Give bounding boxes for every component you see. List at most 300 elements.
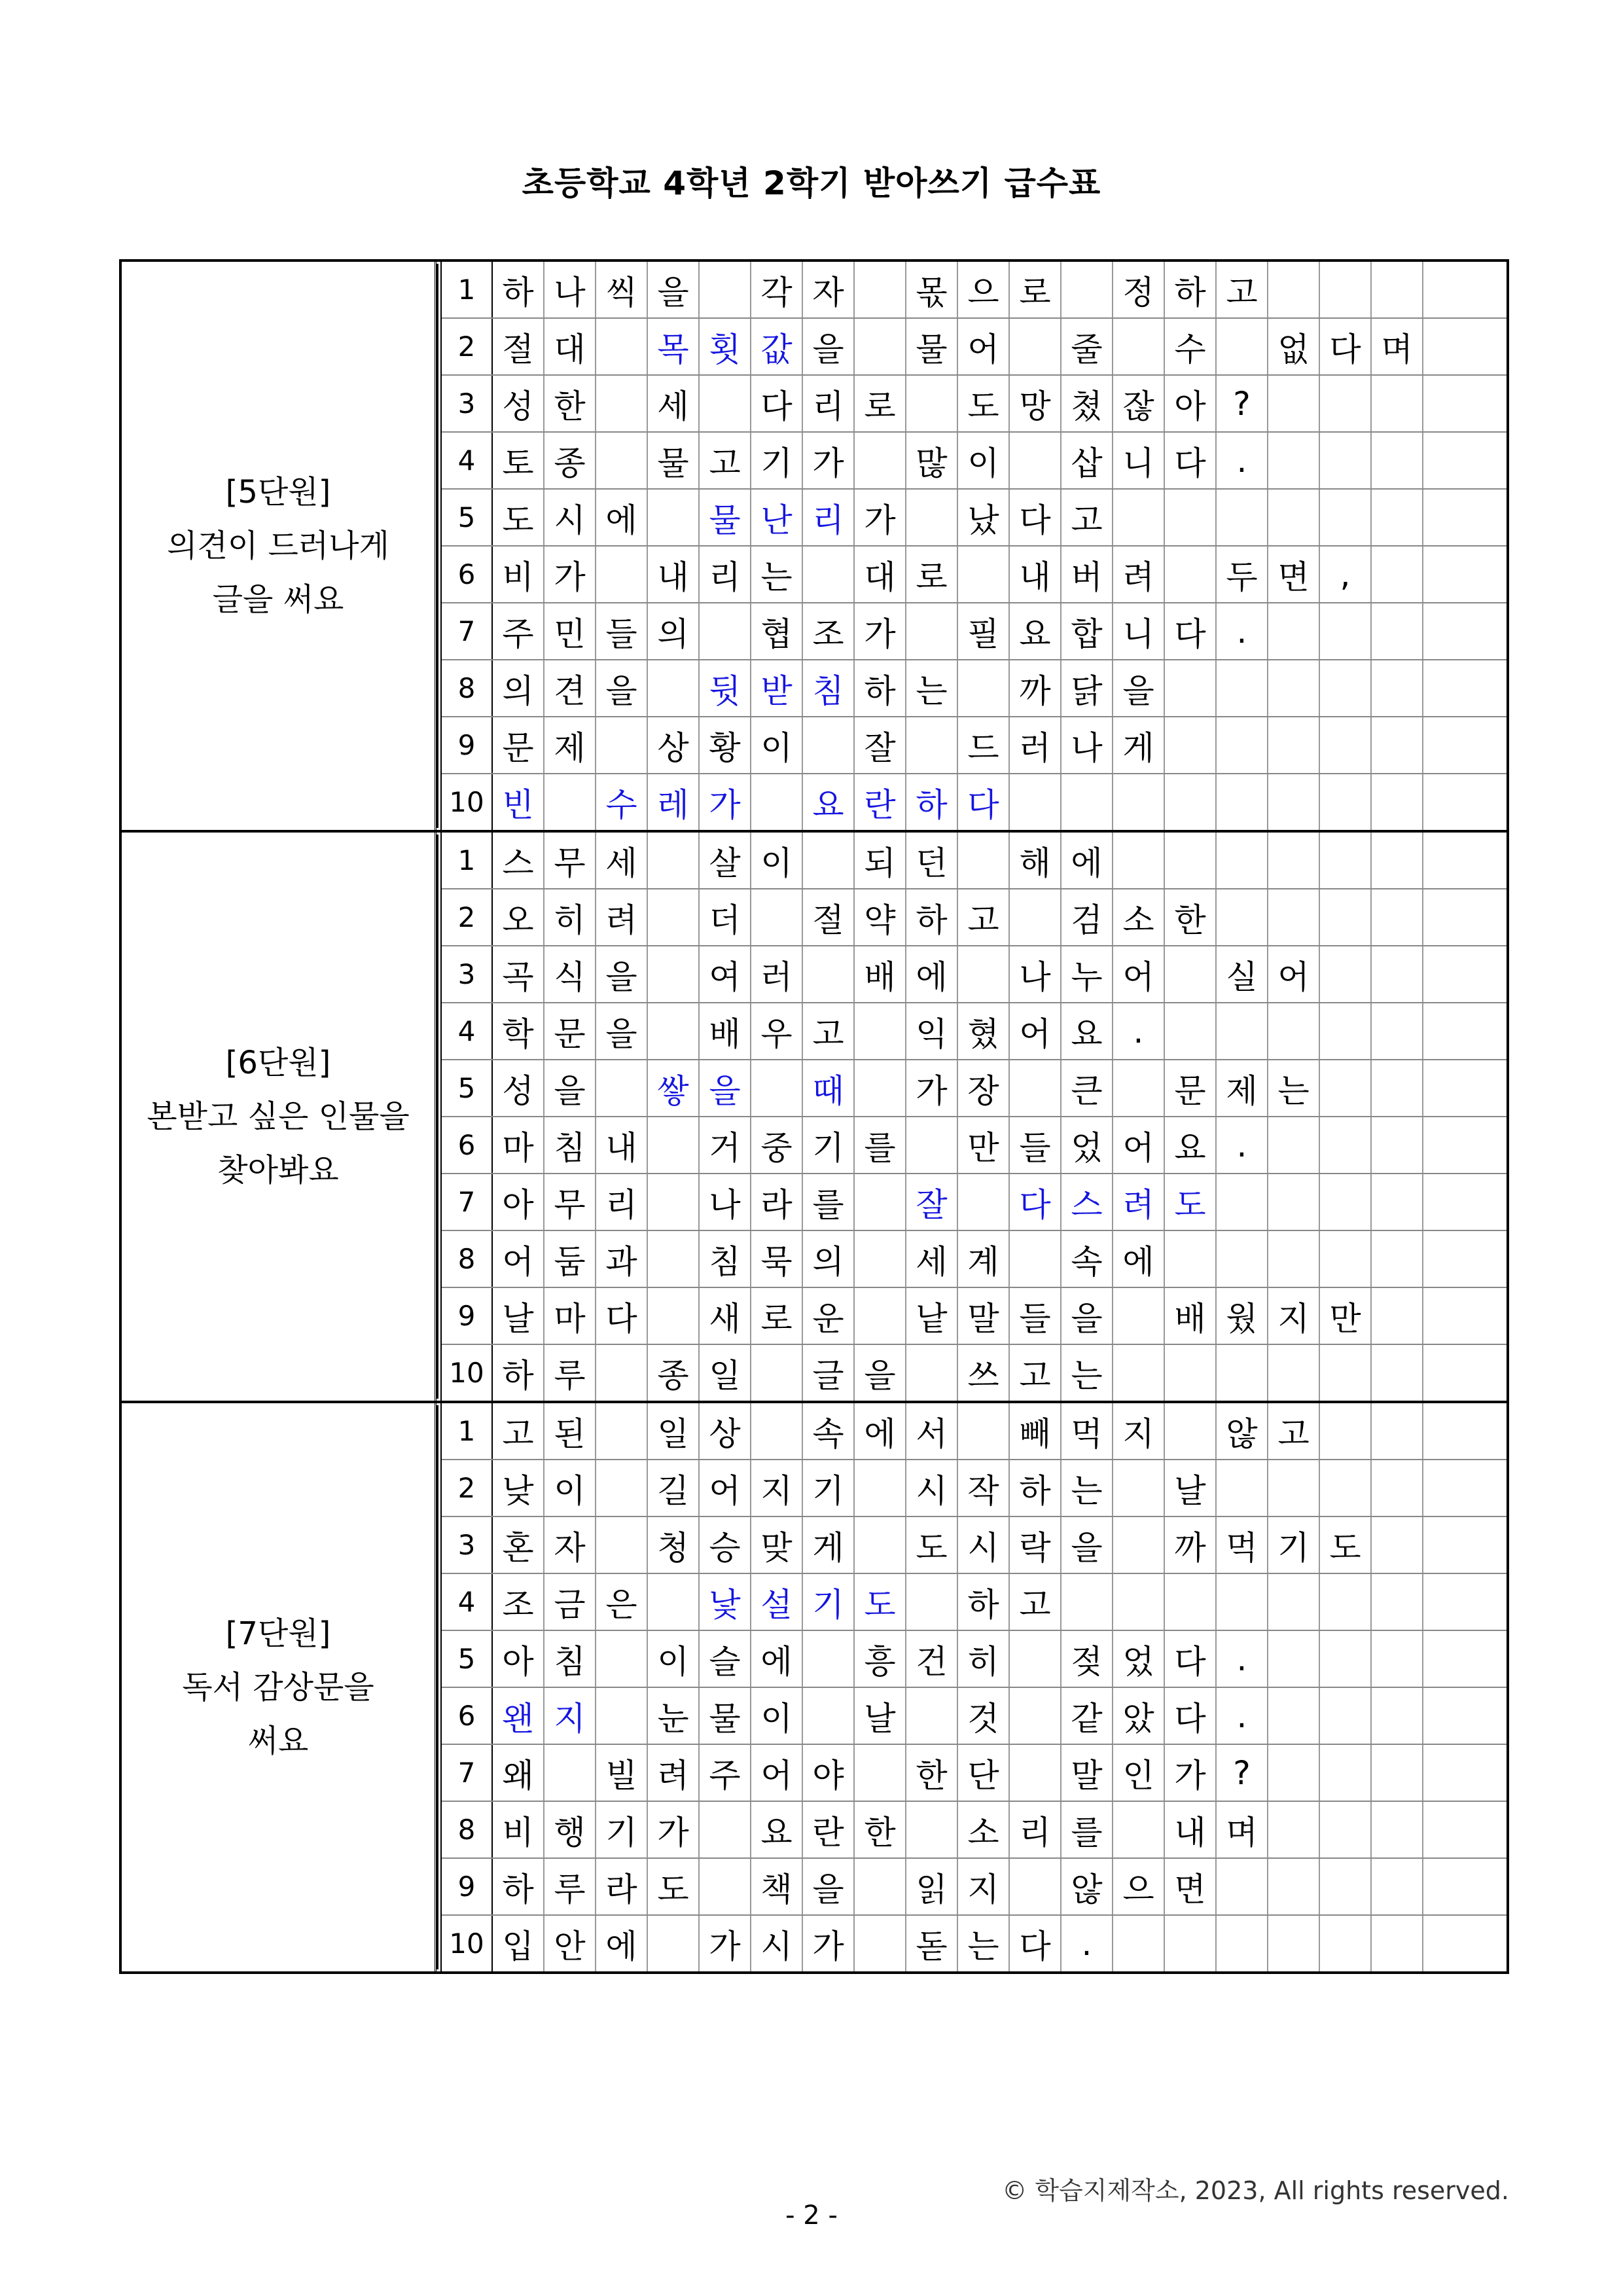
grid-cell: 비 — [493, 1802, 544, 1857]
grid-cell: 약 — [855, 889, 906, 945]
grid-cell — [1217, 1574, 1268, 1630]
grid-cell — [1320, 774, 1372, 830]
grid-cell — [1217, 490, 1268, 545]
grid-cell: 누 — [1061, 946, 1113, 1002]
sentence-row — [442, 1116, 1507, 1173]
grid-cell — [1268, 1631, 1320, 1687]
grid-cell — [596, 1060, 648, 1116]
grid-cell — [1423, 547, 1475, 602]
grid-cell: 절 — [493, 319, 544, 374]
grid-cell — [958, 1174, 1010, 1230]
grid-cell — [1320, 1345, 1372, 1401]
grid-cell: 으 — [958, 262, 1010, 317]
unit-label-line: 글을 써요 — [212, 581, 344, 618]
sentence-row — [442, 1744, 1507, 1801]
grid-cell — [1372, 1916, 1423, 1971]
grid-cell: 가 — [1165, 1745, 1217, 1801]
grid-cell: 입 — [493, 1916, 544, 1971]
grid-cell — [906, 603, 958, 659]
grid-cell: 기 — [803, 1117, 855, 1173]
grid-cell — [803, 717, 855, 773]
grid-cell — [1423, 1060, 1475, 1116]
grid-cell: 빈 — [493, 774, 544, 830]
grid-cell: 내 — [648, 547, 700, 602]
grid-cell: 마 — [493, 1117, 544, 1173]
page-number: - 2 - — [785, 2200, 838, 2231]
grid-cell: 로 — [906, 547, 958, 602]
grid-cell — [1372, 1745, 1423, 1801]
grid-cell — [648, 1174, 700, 1230]
grid-cell — [1165, 1231, 1217, 1287]
grid-cell — [1165, 1574, 1217, 1630]
grid-cell — [1320, 490, 1372, 545]
sentence-row — [442, 1857, 1507, 1914]
grid-cell — [1423, 1916, 1475, 1971]
grid-cell — [906, 1802, 958, 1857]
row-number: 4 — [442, 1003, 493, 1059]
grid-cell: 날 — [1165, 1460, 1217, 1516]
grid-cell: 조 — [493, 1574, 544, 1630]
grid-cell — [1113, 833, 1165, 888]
grid-cell: 뒷 — [700, 660, 751, 716]
grid-cell — [1320, 1117, 1372, 1173]
grid-cell: 서 — [906, 1403, 958, 1459]
grid-cell: 줄 — [1061, 319, 1113, 374]
grid-cell — [906, 1688, 958, 1744]
grid-cell — [596, 1688, 648, 1744]
grid-cell: 금 — [544, 1574, 596, 1630]
grid-cell: 아 — [493, 1174, 544, 1230]
sentence-rows — [440, 1403, 1507, 1971]
grid-cell: 도 — [493, 490, 544, 545]
grid-cell: 고 — [1268, 1403, 1320, 1459]
grid-cell: 가 — [700, 1916, 751, 1971]
row-number: 8 — [442, 1802, 493, 1857]
grid-cell: 쓰 — [958, 1345, 1010, 1401]
grid-cell: 자 — [544, 1517, 596, 1573]
grid-cell: 종 — [544, 433, 596, 488]
grid-cell: 어 — [1268, 946, 1320, 1002]
grid-cell — [1268, 1460, 1320, 1516]
grid-cell: 라 — [596, 1859, 648, 1914]
grid-cell: 로 — [855, 376, 906, 431]
grid-cell — [1268, 490, 1320, 545]
grid-cell: 리 — [803, 490, 855, 545]
grid-cell — [1268, 1688, 1320, 1744]
grid-cell: . — [1217, 1688, 1268, 1744]
sentence-row — [442, 945, 1507, 1002]
grid-cell: 으 — [1113, 1859, 1165, 1914]
grid-cell: 잘 — [855, 717, 906, 773]
sentence-row — [442, 1459, 1507, 1516]
grid-cell: 침 — [803, 660, 855, 716]
grid-cell: 를 — [803, 1174, 855, 1230]
grid-cell: 왜 — [493, 1745, 544, 1801]
grid-cell — [855, 319, 906, 374]
grid-cell — [1268, 603, 1320, 659]
grid-cell: 에 — [596, 490, 648, 545]
grid-cell — [596, 547, 648, 602]
grid-cell: 내 — [1010, 547, 1061, 602]
grid-cell — [1268, 889, 1320, 945]
row-number: 2 — [442, 319, 493, 374]
grid-cell — [1268, 833, 1320, 888]
grid-cell: 견 — [544, 660, 596, 716]
grid-cell: 도 — [648, 1859, 700, 1914]
row-number: 8 — [442, 660, 493, 716]
grid-cell: 하 — [1010, 1460, 1061, 1516]
grid-cell — [751, 774, 803, 830]
grid-cell: 지 — [1113, 1403, 1165, 1459]
grid-cell — [648, 1231, 700, 1287]
grid-cell: 때 — [803, 1060, 855, 1116]
unit-label-line: 의견이 드러나게 — [167, 528, 389, 564]
grid-cell: 려 — [1113, 547, 1165, 602]
grid-cell — [596, 1631, 648, 1687]
grid-cell: 던 — [906, 833, 958, 888]
grid-cell: 웠 — [1217, 1288, 1268, 1344]
grid-cell — [648, 1003, 700, 1059]
grid-cell: 도 — [958, 376, 1010, 431]
row-number: 10 — [442, 774, 493, 830]
grid-cell — [1372, 1517, 1423, 1573]
grid-cell: 며 — [1372, 319, 1423, 374]
grid-cell — [855, 1916, 906, 1971]
row-number: 6 — [442, 547, 493, 602]
grid-cell: 가 — [906, 1060, 958, 1116]
grid-cell: 하 — [493, 1345, 544, 1401]
grid-cell: 한 — [855, 1802, 906, 1857]
grid-cell: 다 — [1165, 1631, 1217, 1687]
grid-cell: 어 — [1113, 946, 1165, 1002]
sentence-row — [442, 1287, 1507, 1344]
grid-cell — [648, 833, 700, 888]
grid-cell — [1372, 490, 1423, 545]
sentence-rows — [440, 833, 1507, 1401]
grid-cell — [596, 1403, 648, 1459]
grid-cell: 었 — [1061, 1117, 1113, 1173]
grid-cell: 아 — [493, 1631, 544, 1687]
grid-cell: 요 — [1010, 603, 1061, 659]
grid-cell: 시 — [906, 1460, 958, 1516]
grid-cell: 하 — [1165, 262, 1217, 317]
grid-cell: 고 — [700, 433, 751, 488]
grid-cell — [1268, 433, 1320, 488]
grid-cell: 드 — [958, 717, 1010, 773]
grid-cell — [1165, 717, 1217, 773]
grid-cell: . — [1217, 603, 1268, 659]
grid-cell: 혔 — [958, 1003, 1010, 1059]
grid-cell: 한 — [544, 376, 596, 431]
grid-cell: 락 — [1010, 1517, 1061, 1573]
grid-cell — [648, 660, 700, 716]
grid-cell: 속 — [1061, 1231, 1113, 1287]
unit-label-line: 독서 감상문을 — [182, 1669, 374, 1706]
grid-cell: 는 — [906, 660, 958, 716]
grid-cell: 는 — [958, 1916, 1010, 1971]
grid-cell — [1423, 1688, 1475, 1744]
row-number: 9 — [442, 1288, 493, 1344]
grid-cell — [803, 1631, 855, 1687]
grid-cell: 난 — [751, 490, 803, 545]
grid-cell — [1320, 1060, 1372, 1116]
grid-cell: 로 — [751, 1288, 803, 1344]
grid-cell: 오 — [493, 889, 544, 945]
grid-cell: 한 — [1165, 889, 1217, 945]
grid-cell: 까 — [1010, 660, 1061, 716]
grid-cell — [1423, 1403, 1475, 1459]
grid-cell: 비 — [493, 547, 544, 602]
grid-cell — [544, 774, 596, 830]
grid-cell: 설 — [751, 1574, 803, 1630]
sentence-row — [442, 1801, 1507, 1857]
grid-cell: . — [1217, 433, 1268, 488]
grid-cell: 혼 — [493, 1517, 544, 1573]
sentence-row — [442, 431, 1507, 488]
grid-cell — [1372, 1460, 1423, 1516]
grid-cell — [1268, 1345, 1320, 1401]
row-number: 3 — [442, 1517, 493, 1573]
grid-cell: 잖 — [1113, 376, 1165, 431]
unit-label — [122, 262, 437, 830]
grid-cell: 도 — [1320, 1517, 1372, 1573]
sentence-row — [442, 716, 1507, 773]
grid-cell: 로 — [1010, 262, 1061, 317]
grid-cell — [1165, 490, 1217, 545]
grid-cell — [751, 1403, 803, 1459]
grid-cell: 책 — [751, 1859, 803, 1914]
grid-cell — [1372, 1403, 1423, 1459]
grid-cell — [1113, 319, 1165, 374]
grid-cell: 건 — [906, 1631, 958, 1687]
sentence-row — [442, 262, 1507, 317]
grid-cell — [958, 833, 1010, 888]
row-number: 6 — [442, 1117, 493, 1173]
grid-cell — [1010, 319, 1061, 374]
grid-cell: 빼 — [1010, 1403, 1061, 1459]
grid-cell: 왠 — [493, 1688, 544, 1744]
grid-cell: 작 — [958, 1460, 1010, 1516]
grid-cell — [1423, 433, 1475, 488]
grid-cell — [700, 262, 751, 317]
grid-cell — [1372, 262, 1423, 317]
row-number: 9 — [442, 1859, 493, 1914]
grid-cell: 들 — [1010, 1288, 1061, 1344]
grid-cell: 았 — [1113, 1688, 1165, 1744]
grid-cell: 가 — [544, 547, 596, 602]
grid-cell — [1372, 433, 1423, 488]
grid-cell — [1165, 660, 1217, 716]
grid-cell: 황 — [700, 717, 751, 773]
grid-cell: , — [1320, 547, 1372, 602]
grid-cell — [1372, 774, 1423, 830]
grid-cell — [1320, 1688, 1372, 1744]
grid-cell: 침 — [544, 1117, 596, 1173]
grid-cell — [906, 1574, 958, 1630]
grid-cell — [1423, 1288, 1475, 1344]
grid-cell: 버 — [1061, 547, 1113, 602]
grid-cell: 토 — [493, 433, 544, 488]
sentence-row — [442, 1173, 1507, 1230]
grid-cell — [1320, 1745, 1372, 1801]
grid-cell: 낯 — [700, 1574, 751, 1630]
grid-cell: 절 — [803, 889, 855, 945]
grid-cell — [1320, 889, 1372, 945]
grid-cell: 정 — [1113, 262, 1165, 317]
sentence-row — [442, 1914, 1507, 1971]
grid-cell: 다 — [1165, 1688, 1217, 1744]
grid-cell: 문 — [1165, 1060, 1217, 1116]
grid-cell — [855, 1859, 906, 1914]
grid-cell: 돋 — [906, 1916, 958, 1971]
grid-cell — [1320, 1460, 1372, 1516]
grid-cell: 각 — [751, 262, 803, 317]
grid-cell: 기 — [803, 1460, 855, 1516]
grid-cell: 값 — [751, 319, 803, 374]
grid-cell: 내 — [1165, 1802, 1217, 1857]
row-number: 4 — [442, 1574, 493, 1630]
grid-cell: 어 — [493, 1231, 544, 1287]
grid-cell — [958, 1403, 1010, 1459]
grid-cell — [1010, 889, 1061, 945]
grid-cell — [855, 1060, 906, 1116]
grid-cell: 의 — [803, 1231, 855, 1287]
page-title: 초등학교 4학년 2학기 받아쓰기 급수표 — [522, 164, 1101, 202]
grid-cell: 말 — [1061, 1745, 1113, 1801]
grid-cell: 러 — [1010, 717, 1061, 773]
grid-cell: 목 — [648, 319, 700, 374]
grid-cell: 다 — [1165, 603, 1217, 659]
row-number: 5 — [442, 1060, 493, 1116]
grid-cell — [1320, 833, 1372, 888]
grid-cell — [1423, 1574, 1475, 1630]
grid-cell: 스 — [493, 833, 544, 888]
sentence-row — [442, 659, 1507, 716]
grid-cell — [1113, 490, 1165, 545]
sentence-row — [442, 1630, 1507, 1687]
grid-cell — [1423, 319, 1475, 374]
grid-cell: 며 — [1217, 1802, 1268, 1857]
grid-cell — [700, 603, 751, 659]
grid-cell: 슬 — [700, 1631, 751, 1687]
unit-label-line: [5단원] — [225, 474, 331, 511]
grid-cell — [1268, 1859, 1320, 1914]
grid-cell: 는 — [1061, 1345, 1113, 1401]
grid-cell: 내 — [596, 1117, 648, 1173]
grid-cell: 잘 — [906, 1174, 958, 1230]
grid-cell — [1320, 1859, 1372, 1914]
grid-cell — [596, 319, 648, 374]
grid-cell: 자 — [803, 262, 855, 317]
grid-cell: 가 — [855, 490, 906, 545]
sentence-row — [442, 773, 1507, 830]
unit-label-line: 찾아봐요 — [217, 1152, 339, 1189]
grid-cell: 의 — [648, 603, 700, 659]
grid-cell: 는 — [1268, 1060, 1320, 1116]
grid-cell: 도 — [906, 1517, 958, 1573]
grid-cell — [1217, 1231, 1268, 1287]
grid-cell: 이 — [751, 833, 803, 888]
row-number: 3 — [442, 376, 493, 431]
grid-cell: 많 — [906, 433, 958, 488]
grid-cell: 쳤 — [1061, 376, 1113, 431]
grid-cell: 나 — [700, 1174, 751, 1230]
row-number: 1 — [442, 1403, 493, 1459]
grid-cell: 을 — [596, 946, 648, 1002]
grid-cell: 에 — [1113, 1231, 1165, 1287]
row-number: 10 — [442, 1345, 493, 1401]
grid-cell — [906, 717, 958, 773]
sentence-row — [442, 602, 1507, 659]
grid-cell — [1113, 1574, 1165, 1630]
grid-cell — [855, 1231, 906, 1287]
grid-cell: 을 — [1061, 1288, 1113, 1344]
grid-cell: 삽 — [1061, 433, 1113, 488]
grid-cell — [1423, 1517, 1475, 1573]
grid-cell: 요 — [751, 1802, 803, 1857]
grid-cell: 문 — [493, 717, 544, 773]
grid-cell: 만 — [1320, 1288, 1372, 1344]
grid-cell: 다 — [1010, 490, 1061, 545]
grid-cell — [1423, 1745, 1475, 1801]
unit-block — [122, 830, 1507, 1401]
row-number: 7 — [442, 603, 493, 659]
grid-cell: 같 — [1061, 1688, 1113, 1744]
grid-cell: 해 — [1010, 833, 1061, 888]
grid-cell — [1268, 262, 1320, 317]
grid-cell: 협 — [751, 603, 803, 659]
grid-cell — [958, 660, 1010, 716]
grid-cell — [1268, 1802, 1320, 1857]
grid-cell: 루 — [544, 1345, 596, 1401]
unit-label — [122, 833, 437, 1401]
grid-cell — [1217, 889, 1268, 945]
grid-cell: 어 — [958, 319, 1010, 374]
grid-cell — [855, 1460, 906, 1516]
row-number: 7 — [442, 1174, 493, 1230]
grid-cell — [1165, 547, 1217, 602]
grid-cell: 여 — [700, 946, 751, 1002]
grid-cell — [1268, 376, 1320, 431]
grid-cell: 은 — [596, 1574, 648, 1630]
grid-cell: 승 — [700, 1517, 751, 1573]
grid-cell — [596, 1345, 648, 1401]
grid-cell: 지 — [1268, 1288, 1320, 1344]
dictation-grid — [119, 259, 1509, 1974]
grid-cell — [1423, 833, 1475, 888]
grid-cell: 가 — [648, 1802, 700, 1857]
grid-cell — [1061, 262, 1113, 317]
grid-cell — [1423, 889, 1475, 945]
grid-cell: 종 — [648, 1345, 700, 1401]
grid-cell: 니 — [1113, 433, 1165, 488]
grid-cell — [1113, 1345, 1165, 1401]
grid-cell: 우 — [751, 1003, 803, 1059]
grid-cell: 묵 — [751, 1231, 803, 1287]
grid-cell — [1320, 717, 1372, 773]
grid-cell: 고 — [803, 1003, 855, 1059]
grid-cell — [1423, 1231, 1475, 1287]
grid-cell: 면 — [1165, 1859, 1217, 1914]
grid-cell: 이 — [544, 1460, 596, 1516]
grid-cell: 을 — [596, 1003, 648, 1059]
unit-block — [122, 262, 1507, 830]
grid-cell — [1268, 774, 1320, 830]
row-number: 4 — [442, 433, 493, 488]
grid-cell: 배 — [700, 1003, 751, 1059]
grid-cell: 레 — [648, 774, 700, 830]
grid-cell: 장 — [958, 1060, 1010, 1116]
